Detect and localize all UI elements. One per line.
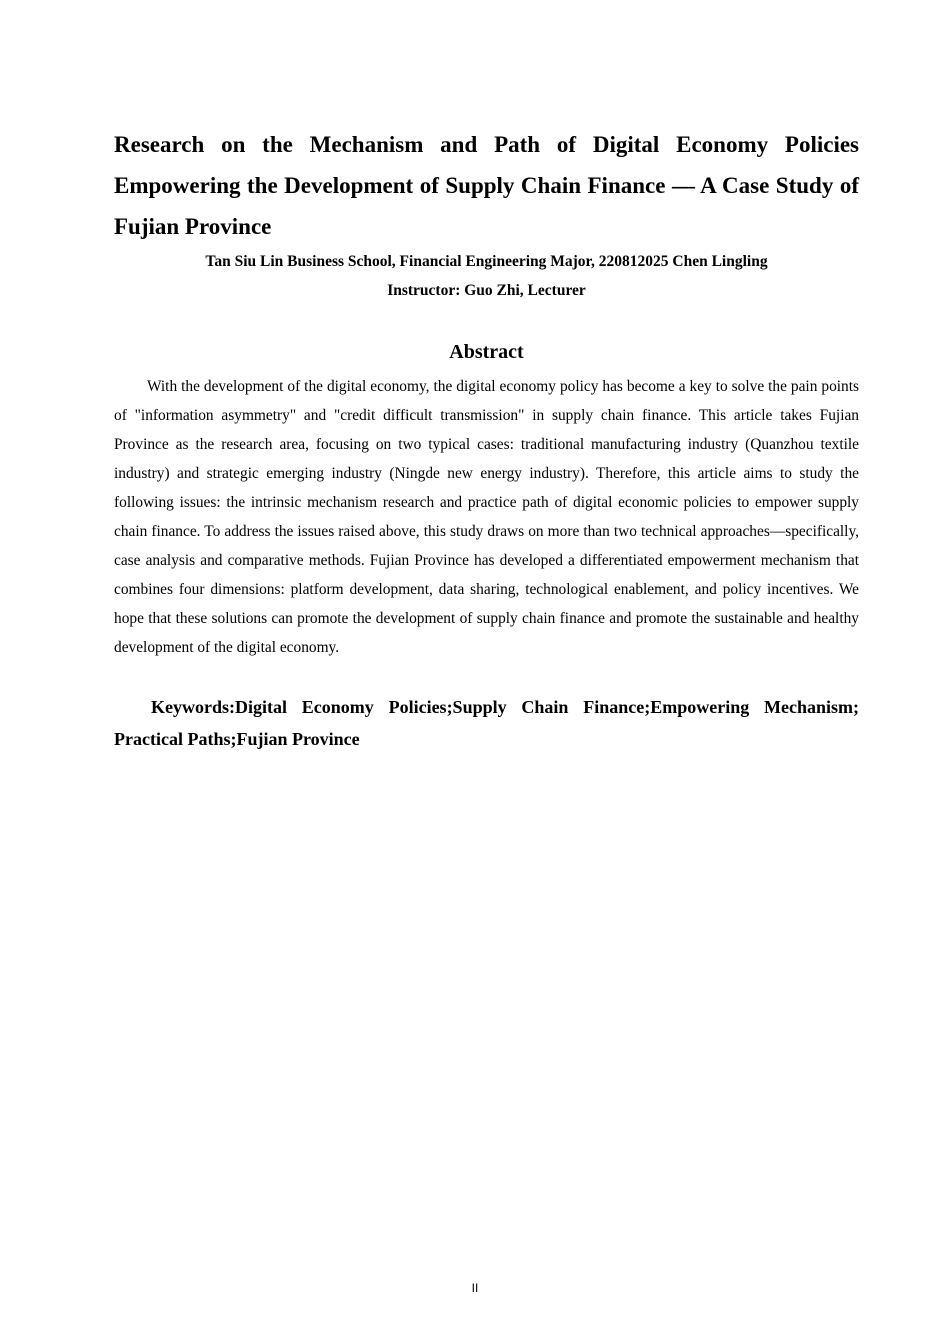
author-line: Tan Siu Lin Business School, Financial Engineering Major, 220812025 Chen Lingling: [205, 253, 768, 270]
abstract-heading: Abstract: [449, 341, 524, 363]
instructor-line: Instructor: Guo Zhi, Lecturer: [387, 282, 586, 299]
page-number: II: [471, 1281, 479, 1295]
paper-title: Research on the Mechanism and Path of Digital Economy Policies Empowering the Development of Supply Chain Finance — A Case Study of Fujian Province: [114, 132, 859, 239]
keywords: Keywords:Digital Economy Policies;Supply Chain Finance;Empowering Mechanism; Practical Paths;Fujian Province: [114, 697, 859, 749]
abstract-body: With the development of the digital economy, the digital economy policy has become a key to solve the pain points of "information asymmetry" and "credit difficult transmission" in supply chain finance. This article takes Fujian Province as the research area, focusing on two typical cases: traditional manufacturing industry (Quanzhou textile industry) and strategic emerging industry (Ningde new energy industry). Therefore, this article aims to study the following issues: the intrinsic mechanism research and practice path of digital economic policies to empower supply chain finance. To address the issues raised above, this study draws on more than two technical approaches—specifically, case analysis and comparative methods. Fujian Province has developed a differentiated empowerment mechanism that combines four dimensions: platform development, data sharing, technological enablement, and policy incentives. We hope that these solutions can promote the development of supply chain finance and promote the sustainable and healthy development of the digital economy.: [114, 378, 859, 656]
